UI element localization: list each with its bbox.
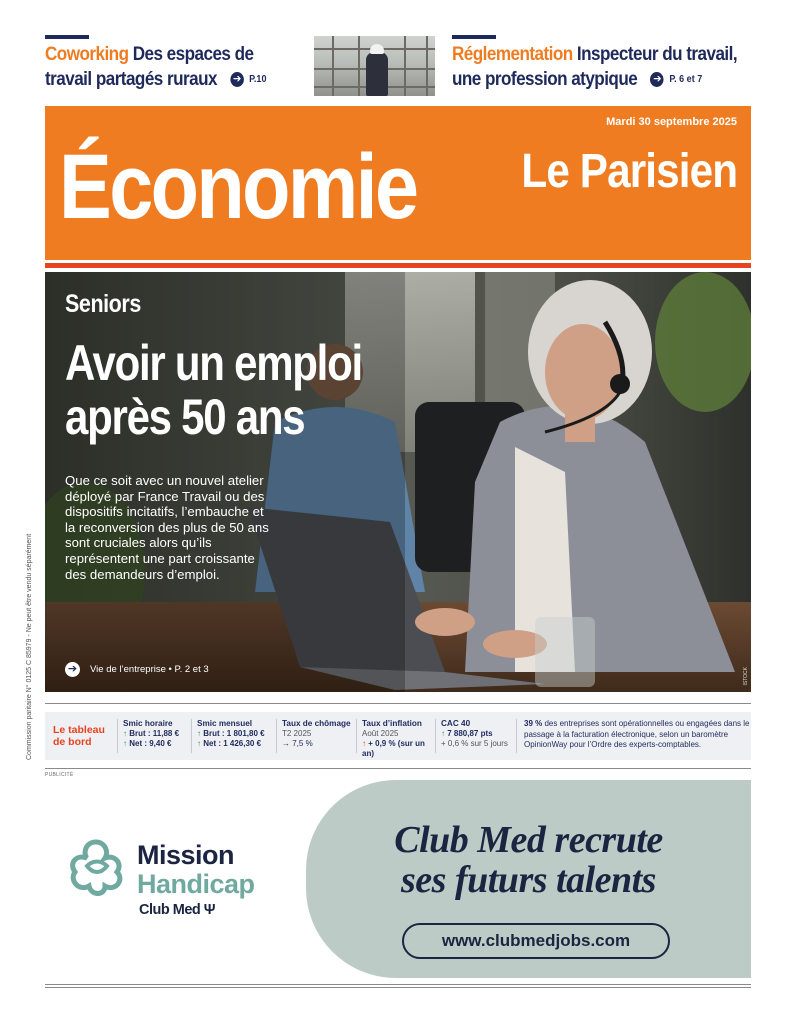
dashboard-chomage: Taux de chômage T2 2025 → 7,5 %: [276, 719, 352, 753]
ad-panel[interactable]: [306, 780, 751, 978]
dashboard-smic-mensuel: Smic mensuel ↑ Brut : 1 801,80 € ↑ Net : 1 426,30 €: [191, 719, 271, 753]
section-title: Économie: [59, 136, 417, 238]
ad-brand-line: Mission: [137, 840, 235, 870]
ad-url-button[interactable]: www.clubmedjobs.com: [402, 923, 670, 959]
dashboard-title: Le tableau de bord: [53, 724, 105, 748]
hero-page-ref[interactable]: ➔ Vie de l’entreprise • P. 2 et 3: [65, 662, 209, 677]
masthead: [45, 106, 751, 260]
arrow-right-icon: ➔: [65, 662, 80, 677]
teaser-photo-scaffolding: [314, 36, 435, 96]
teaser-title: travail partagés ruraux: [45, 69, 217, 90]
teaser-page-ref[interactable]: ➔ P.10: [230, 67, 266, 92]
dashboard-note: 39 % des entreprises sont opérationnelles ou engagées dans le passage à la facturation électronique, selon un baromètre OpinionWay pour l’Ordre des experts-comptables.: [516, 719, 754, 753]
hero-headline[interactable]: Avoir un emploi après 50 ans: [65, 335, 362, 445]
teaser-accent-bar: [45, 35, 89, 39]
arrow-up-icon: ↑: [123, 739, 127, 748]
arrow-up-icon: ↑: [362, 739, 366, 748]
publicite-label: PUBLICITÉ: [45, 772, 74, 778]
teaser-reglementation[interactable]: [452, 42, 737, 92]
teaser-title: Des espaces de: [132, 44, 254, 65]
arrow-up-icon: ↑: [123, 729, 127, 738]
masthead-rule: [45, 263, 751, 268]
brand-logo[interactable]: Le Parisien: [521, 145, 737, 198]
hero-kicker: Seniors: [65, 290, 141, 318]
teaser-accent-bar: [452, 35, 496, 39]
divider: [45, 984, 751, 985]
hero-deck: Que ce soit avec un nouvel atelier déployé par France Travail ou des dispositifs incitatifs, l’embauche et la reconversion des plus de 50 ans sont cruciales alors qu’ils représentent une part croissante des demandeurs d’emploi.: [65, 473, 269, 582]
teaser-title: une profession atypique: [452, 69, 638, 90]
teaser-page-ref[interactable]: ➔ P. 6 et 7: [650, 67, 702, 92]
issue-date: Mardi 30 septembre 2025: [606, 116, 737, 128]
teaser-title: Inspecteur du travail,: [576, 44, 738, 65]
divider: [45, 703, 751, 704]
clubmed-logo: Club Med Ψ: [139, 902, 216, 918]
hero-story[interactable]: [45, 272, 751, 692]
dashboard: [45, 712, 751, 760]
divider: [45, 987, 751, 988]
arrow-up-icon: ↑: [441, 729, 445, 738]
teaser-coworking[interactable]: [45, 42, 266, 92]
ad-brand-line: Handicap: [137, 869, 255, 899]
dashboard-inflation: Taux d’inflation Août 2025 ↑ + 0,9 % (sur un an): [356, 719, 436, 753]
arrow-up-icon: ↑: [197, 729, 201, 738]
arrow-right-icon: →: [282, 739, 290, 748]
arrow-right-icon: ➔: [230, 72, 244, 87]
arrow-right-icon: ➔: [650, 72, 664, 87]
teaser-kicker: Réglementation: [452, 44, 573, 65]
ad-headline: Club Med recrute ses futurs talents: [394, 819, 663, 901]
teaser-kicker: Coworking: [45, 44, 129, 65]
photo-credit: ISTOCK: [743, 667, 749, 686]
commission-paritaire-note: Commission paritaire N° 0125 C 85979 - Ne peut être vendu séparément: [26, 533, 33, 760]
mission-handicap-logo-icon: [65, 836, 127, 898]
dashboard-smic-horaire: Smic horaire ↑ Brut : 11,88 € ↑ Net : 9,40 €: [117, 719, 187, 753]
ad-brand-block[interactable]: [45, 780, 315, 978]
dashboard-cac40: CAC 40 ↑ 7 880,87 pts + 0,6 % sur 5 jours: [435, 719, 513, 753]
divider: [45, 768, 751, 769]
arrow-up-icon: ↑: [197, 739, 201, 748]
